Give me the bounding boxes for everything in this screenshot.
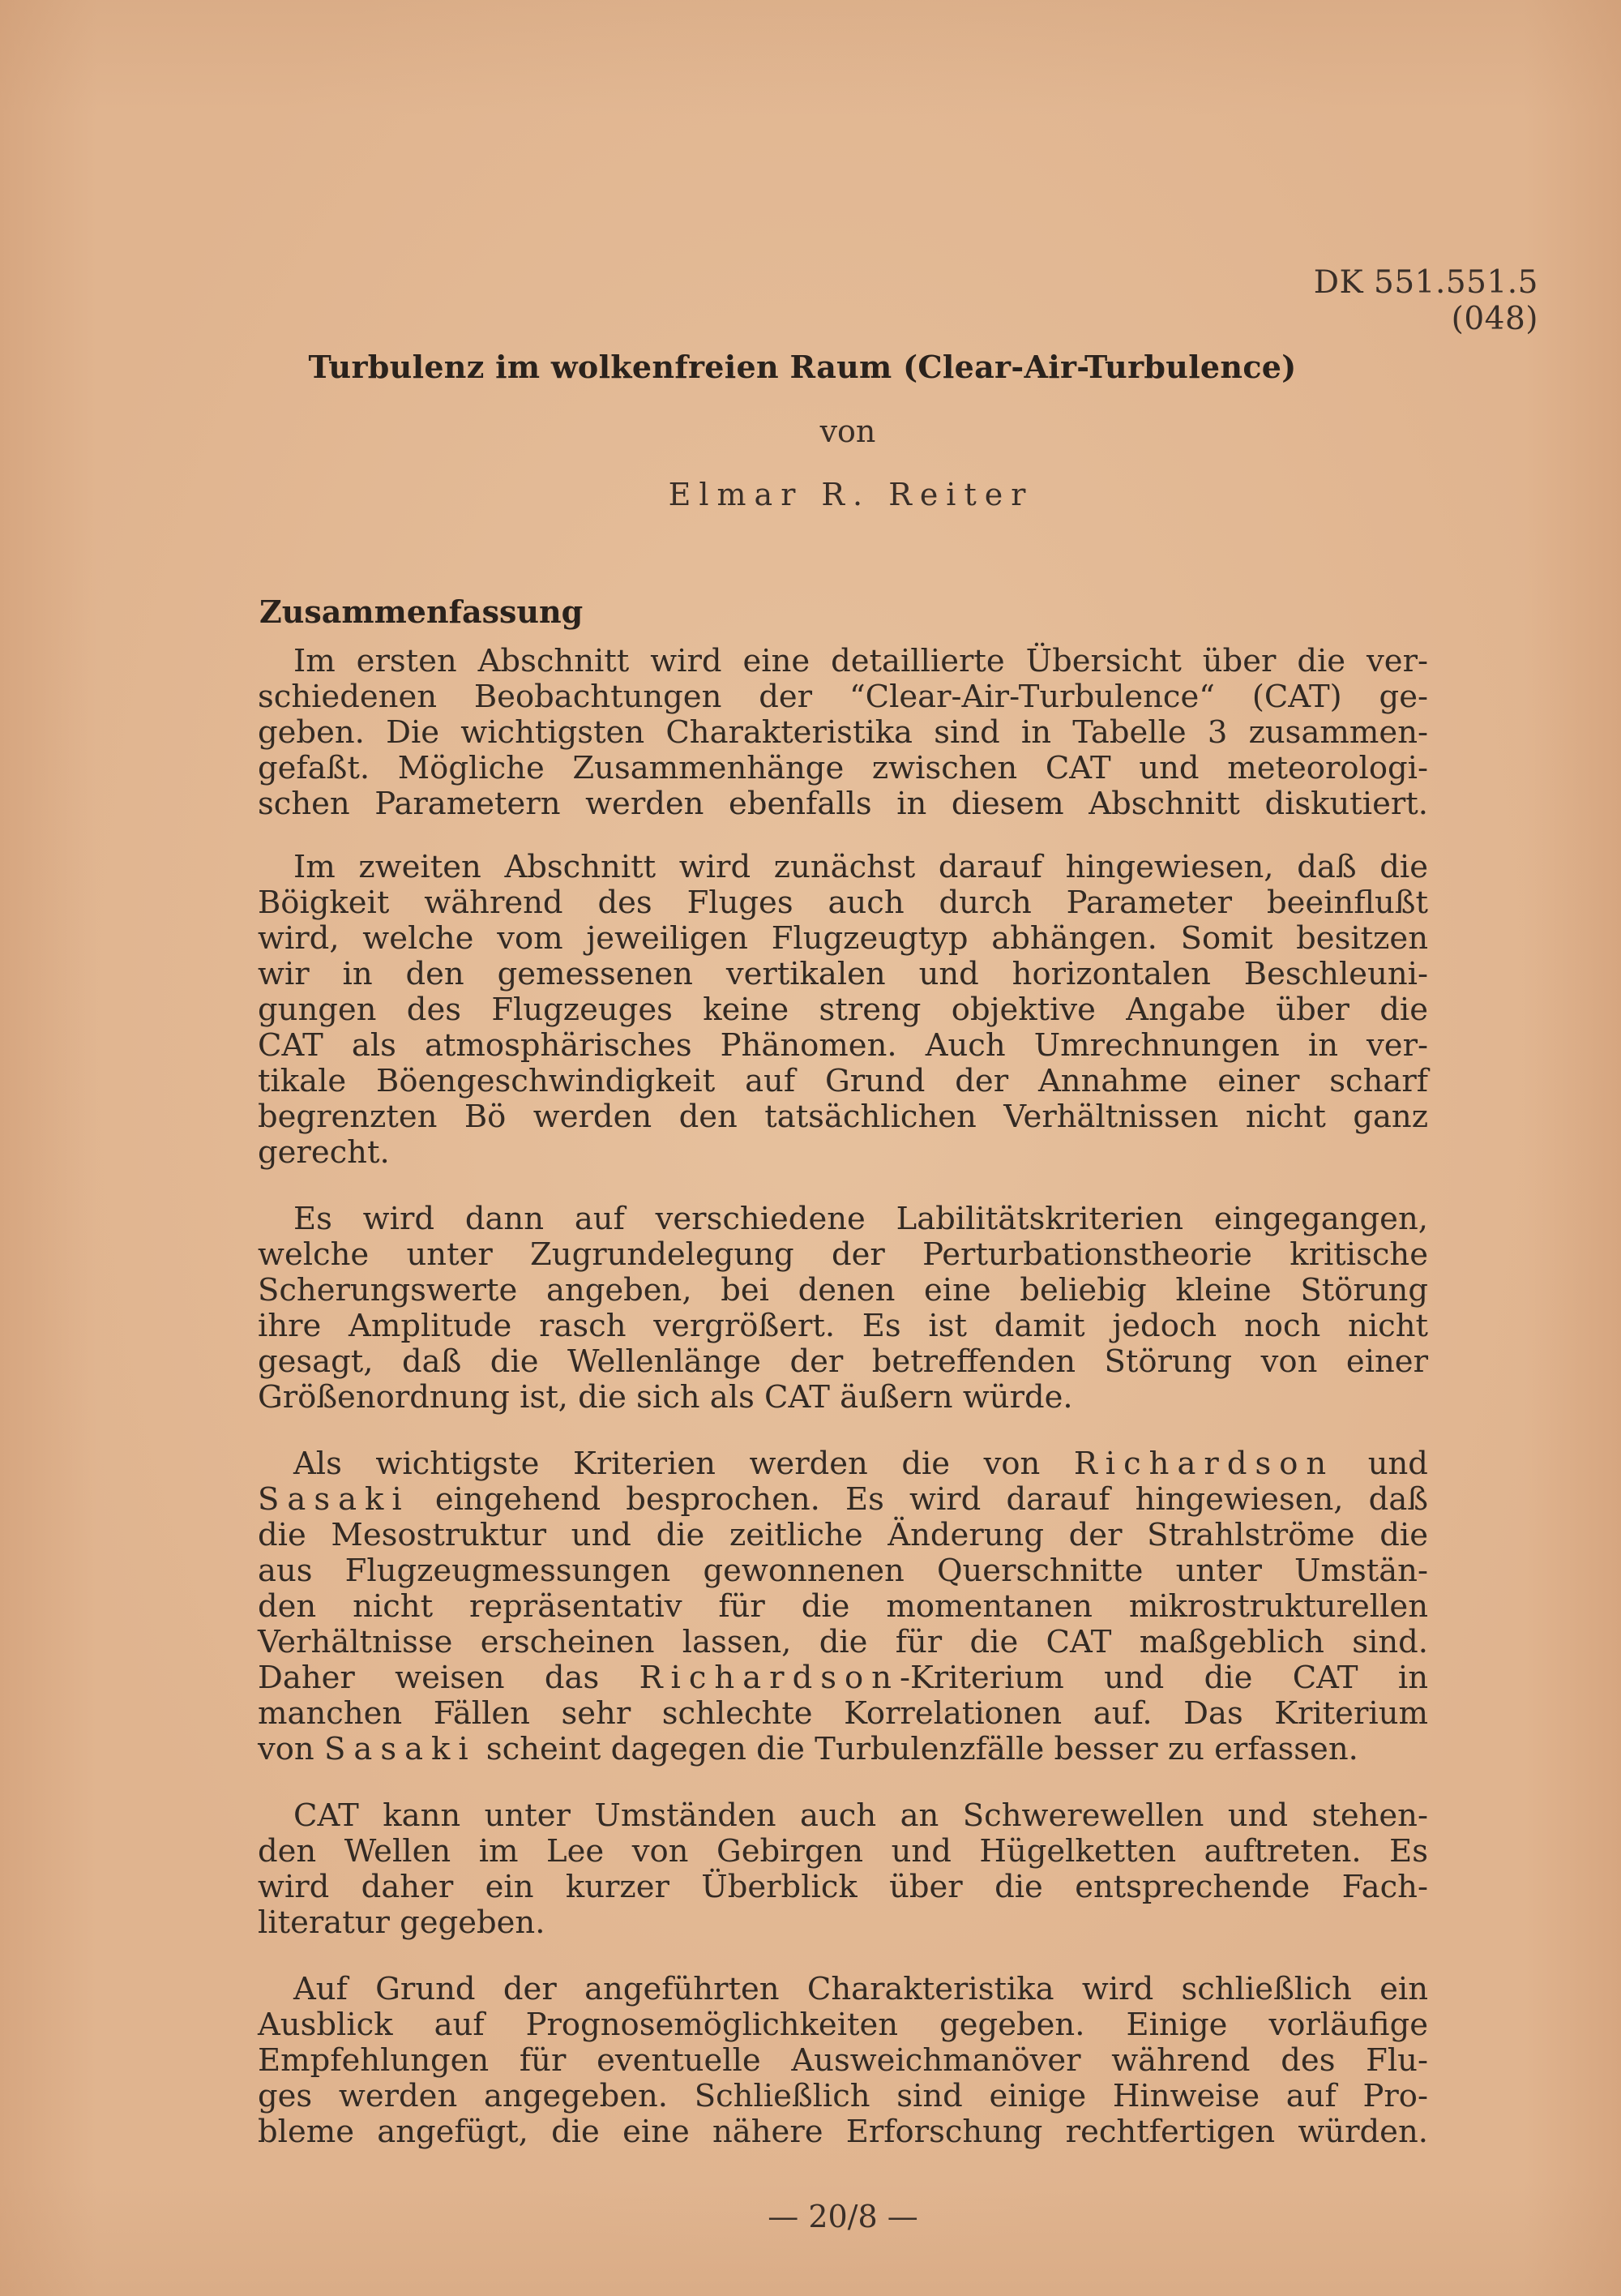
text-segment: Daher weisen das [258, 1660, 600, 1696]
text-line: CAT als atmosphärisches Phänomen. Auch Umrechnungen in ver- [258, 1027, 1428, 1064]
text-segment: scheint dagegen die Turbulenzfälle besser zu erfassen. [485, 1731, 1358, 1767]
text-line: begrenzten Bö werden den tatsächlichen Verhältnissen nicht ganz [258, 1099, 1428, 1135]
text-line: Verhältnisse erscheinen lassen, die für die CAT maßgeblich sind. [258, 1624, 1428, 1660]
text-line: wird, welche vom jeweiligen Flugzeugtyp abhängen. Somit besitzen [258, 920, 1428, 957]
paragraph-2 [258, 850, 1428, 1171]
text-line: CAT kann unter Umständen auch an Schwerewellen und stehen- [293, 1797, 1428, 1834]
text-line: Es wird dann auf verschiedene Labilitätskriterien eingegangen, [293, 1201, 1428, 1237]
author-name: Elmar R. Reiter [668, 477, 1034, 512]
text-line [258, 1732, 1428, 1767]
text-line: die Mesostruktur und die zeitliche Änderung der Strahlströme die [258, 1517, 1428, 1553]
text-line: schiedenen Beobachtungen der “Clear-Air-Turbulence“ (CAT) ge- [258, 679, 1428, 715]
text-line: wird daher ein kurzer Überblick über die entsprechende Fach- [258, 1869, 1428, 1905]
text-line: gungen des Flugzeuges keine streng objektive Angabe über die [258, 992, 1428, 1028]
text-line [258, 1660, 1428, 1696]
text-line: welche unter Zugrundelegung der Perturbationstheorie kritische [258, 1236, 1428, 1273]
author-name-sasaki: Sasaki [323, 1731, 477, 1767]
text-line: bleme angefügt, die eine nähere Erforschung rechtfertigen würden. [258, 2114, 1428, 2150]
text-segment: Als wichtigste Kriterien werden die von [293, 1446, 1041, 1482]
text-segment: und [1367, 1446, 1428, 1482]
text-line: gesagt, daß die Wellenlänge der betreffenden Störung von einer [258, 1343, 1428, 1380]
text-line: tikale Böengeschwindigkeit auf Grund der Annahme einer scharf [258, 1063, 1428, 1099]
paragraph-6 [258, 1972, 1428, 2150]
text-line: aus Flugzeugmessungen gewonnenen Querschnitte unter Umstän- [258, 1553, 1428, 1589]
text-line: wir in den gemessenen vertikalen und horizontalen Beschleuni- [258, 956, 1428, 992]
section-heading: Zusammenfassung [259, 593, 584, 630]
text-line: schen Parametern werden ebenfalls in diesem Abschnitt diskutiert. [258, 786, 1428, 822]
text-line: ihre Amplitude rasch vergrößert. Es ist damit jedoch noch nicht [258, 1308, 1428, 1344]
text-line: den nicht repräsentativ für die momentanen mikrostrukturellen [258, 1588, 1428, 1625]
text-segment: von [258, 1731, 314, 1767]
text-line: gerecht. [258, 1134, 390, 1171]
text-line: manchen Fällen sehr schlechte Korrelationen auf. Das Kriterium [258, 1695, 1428, 1732]
text-line: Größenordnung ist, die sich als CAT äußern würde. [258, 1379, 1073, 1416]
document-title: Turbulenz im wolkenfreien Raum (Clear-Air-Turbulence) [308, 349, 1297, 385]
text-line: Im ersten Abschnitt wird eine detaillierte Übersicht über die ver- [293, 643, 1428, 679]
page-number: — 20/8 — [768, 2199, 918, 2234]
text-line [258, 1446, 1428, 1482]
byline: von [819, 413, 876, 449]
text-line: Im zweiten Abschnitt wird zunächst darauf hingewiesen, daß die [293, 849, 1428, 885]
text-line: Empfehlungen für eventuelle Ausweichmanöver während des Flu- [258, 2042, 1428, 2079]
text-line: literatur gegeben. [258, 1904, 545, 1941]
paragraph-5 [258, 1798, 1428, 1941]
text-line: den Wellen im Lee von Gebirgen und Hügelketten auftreten. Es [258, 1833, 1428, 1870]
paragraph-3 [258, 1202, 1428, 1416]
paragraph-1 [258, 644, 1428, 822]
text-line: gefaßt. Mögliche Zusammenhänge zwischen CAT und meteorologi- [258, 750, 1428, 786]
text-line: Auf Grund der angeführten Charakteristika wird schließlich ein [293, 1971, 1428, 2007]
text-line [258, 1482, 1428, 1518]
paragraph-4 [258, 1446, 1428, 1767]
text-segment: eingehend besprochen. Es wird darauf hingewiesen, daß [434, 1481, 1428, 1518]
text-line: geben. Die wichtigsten Charakteristika sind in Tabelle 3 zusammen- [258, 714, 1428, 751]
text-line: Böigkeit während des Fluges auch durch Parameter beeinflußt [258, 885, 1428, 921]
text-line: ges werden angegeben. Schließlich sind einige Hinweise auf Pro- [258, 2078, 1428, 2114]
text-segment: -Kriterium und die CAT in [899, 1660, 1428, 1696]
text-line: Scherungswerte angeben, bei denen eine beliebig kleine Störung [258, 1272, 1428, 1309]
author-name-sasaki: Sasaki [258, 1481, 410, 1518]
author-name-richardson: Richardson [639, 1660, 900, 1696]
author-name-richardson: Richardson [1073, 1446, 1335, 1482]
classification-code: DK 551.551.5 (048) [1313, 264, 1538, 337]
text-line: Ausblick auf Prognosemöglichkeiten gegeben. Einige vorläufige [258, 2007, 1428, 2043]
